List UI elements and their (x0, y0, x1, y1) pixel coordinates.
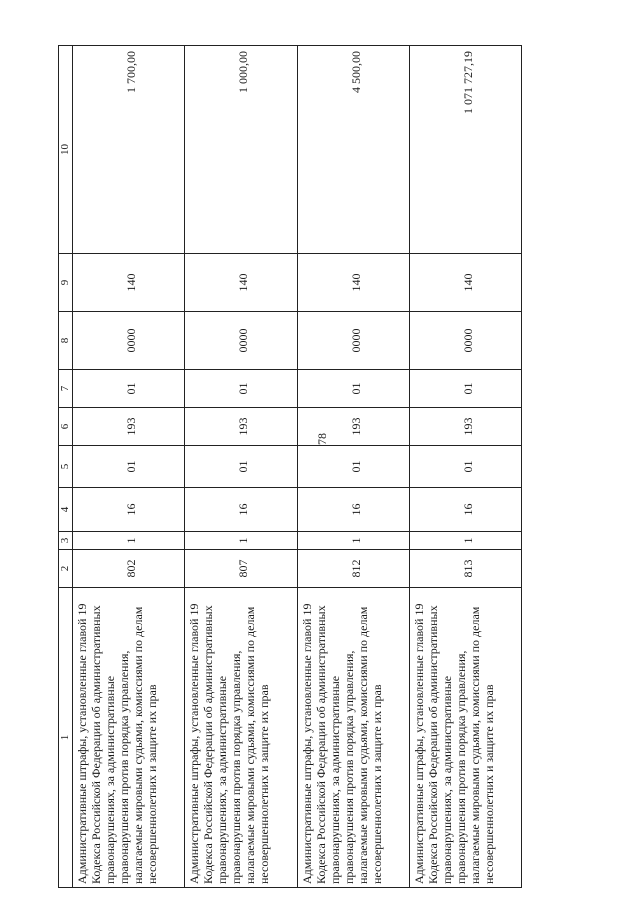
row-code-5: 01 (73, 446, 185, 488)
header-col-8: 8 (59, 312, 73, 370)
row-code-9: 140 (73, 254, 185, 312)
header-row (59, 46, 73, 888)
row-amount: 1 000,00 (185, 46, 297, 254)
row-code-2: 813 (409, 550, 521, 588)
table-row (409, 46, 521, 888)
row-code-3: 1 (409, 532, 521, 550)
row-code-7: 01 (185, 370, 297, 408)
row-code-3: 1 (297, 532, 409, 550)
row-code-7: 01 (73, 370, 185, 408)
row-code-5: 01 (297, 446, 409, 488)
fines-table-container (58, 46, 522, 888)
row-code-6: 193 (73, 408, 185, 446)
table-row (73, 46, 185, 888)
row-amount: 1 700,00 (73, 46, 185, 254)
table-row (297, 46, 409, 888)
table-header (59, 46, 73, 888)
row-code-4: 16 (185, 488, 297, 532)
row-code-2: 807 (185, 550, 297, 588)
header-col-1: 1 (59, 588, 73, 888)
row-description: Административные штрафы, установленные главой 19 Кодекса Российской Федерации об административных правонарушениях, за административные правонарушения против порядка управления, налагаемые мировыми судьями, комиссиями по делам несовершеннолетних и защите их прав (185, 588, 297, 888)
header-col-7: 7 (59, 370, 73, 408)
row-code-8: 0000 (409, 312, 521, 370)
row-code-3: 1 (73, 532, 185, 550)
row-description: Административные штрафы, установленные главой 19 Кодекса Российской Федерации об административных правонарушениях, за административные правонарушения против порядка управления, налагаемые мировыми судьями, комиссиями по делам несовершеннолетних и защите их прав (73, 588, 185, 888)
row-code-4: 16 (409, 488, 521, 532)
table-body (73, 46, 522, 888)
row-code-9: 140 (185, 254, 297, 312)
row-code-9: 140 (409, 254, 521, 312)
row-code-4: 16 (73, 488, 185, 532)
row-code-2: 802 (73, 550, 185, 588)
header-col-6: 6 (59, 408, 73, 446)
row-code-3: 1 (185, 532, 297, 550)
fines-table (58, 45, 522, 888)
page-number: 78 (315, 433, 329, 445)
row-code-6: 193 (409, 408, 521, 446)
row-code-8: 0000 (73, 312, 185, 370)
row-code-7: 01 (297, 370, 409, 408)
row-code-9: 140 (297, 254, 409, 312)
header-col-5: 5 (59, 446, 73, 488)
row-code-7: 01 (409, 370, 521, 408)
header-col-4: 4 (59, 488, 73, 532)
row-description: Административные штрафы, установленные главой 19 Кодекса Российской Федерации об административных правонарушениях, за административные правонарушения против порядка управления, налагаемые мировыми судьями, комиссиями по делам несовершеннолетних и защите их прав (409, 588, 521, 888)
row-code-8: 0000 (185, 312, 297, 370)
row-code-5: 01 (185, 446, 297, 488)
row-code-2: 812 (297, 550, 409, 588)
row-code-5: 01 (409, 446, 521, 488)
row-code-4: 16 (297, 488, 409, 532)
header-col-9: 9 (59, 254, 73, 312)
row-code-8: 0000 (297, 312, 409, 370)
header-col-3: 3 (59, 532, 73, 550)
row-amount: 4 500,00 (297, 46, 409, 254)
header-col-10: 10 (59, 46, 73, 254)
header-col-2: 2 (59, 550, 73, 588)
row-description: Административные штрафы, установленные главой 19 Кодекса Российской Федерации об административных правонарушениях, за административные правонарушения против порядка управления, налагаемые мировыми судьями, комиссиями по делам несовершеннолетних и защите их прав (297, 588, 409, 888)
row-amount: 1 071 727,19 (409, 46, 521, 254)
row-code-6: 193 (185, 408, 297, 446)
row-code-6: 193 (297, 408, 409, 446)
table-row (185, 46, 297, 888)
